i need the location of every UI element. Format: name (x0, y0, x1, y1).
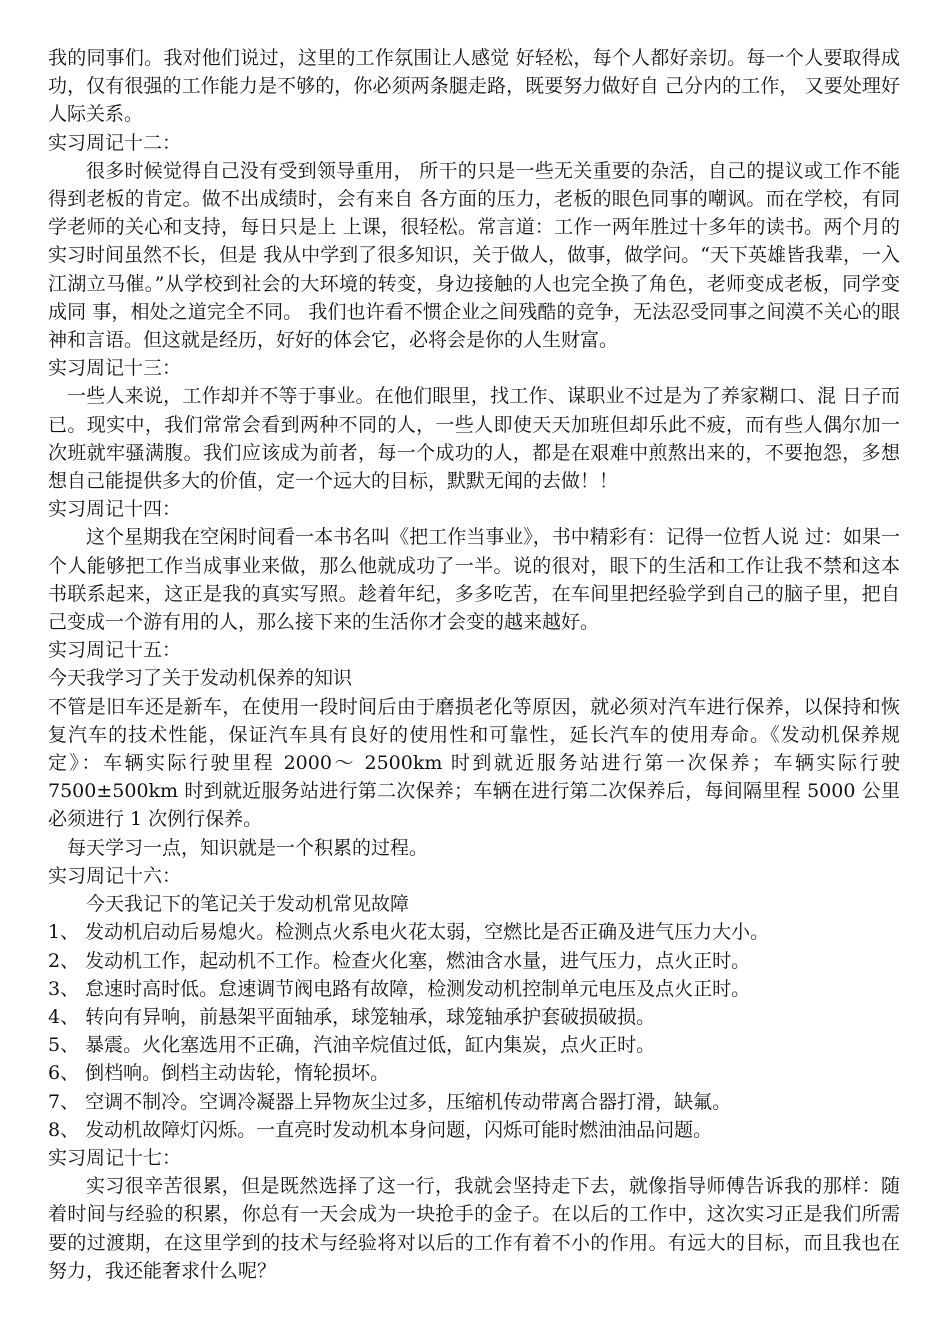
section-17-paragraph: 实习很辛苦很累，但是既然选择了这一行，我就会坚持走下去，就像指导师傅告诉我的那样：随着时间与经验的积累，你总有一天会成为一块抢手的金子。在以后的工作中，这次实习正是我们所需要的过渡期，在这里学到的技术与经验将对以后的工作有着不小的作用。有远大的目标，而且我也在努力，我还能奢求什么呢？ (48, 1175, 900, 1282)
fault-list-item: 3、 怠速时高时低。怠速调节阀电路有故障，检测发动机控制单元电压及点火正时。 (48, 977, 751, 1000)
fault-list-item: 6、 倒档响。倒档主动齿轮，惰轮损坏。 (48, 1062, 390, 1085)
fault-list-item: 8、 发动机故障灯闪烁。一直亮时发动机本身问题，闪烁可能时燃油油品问题。 (48, 1118, 713, 1141)
fault-list-item: 7、 空调不制冷。空调冷凝器上异物灰尘过多，压缩机传动带离合器打滑，缺氟。 (48, 1090, 732, 1113)
section-15-closing: 每天学习一点，知识就是一个积累的过程。 (67, 836, 429, 859)
fault-list-item: 1、 发动机启动后易熄火。检测点火系电火花太弱，空燃比是否正确及进气压力大小。 (48, 921, 770, 944)
section-14-paragraph: 这个星期我在空闲时间看一本书名叫《把工作当事业》，书中精彩有：记得一位哲人说 过：如果一个人能够把工作当成事业来做，那么他就成功了一半。说的很对，眼下的生活和工作让我不禁和这本书联系起来，这正是我的真实写照。趁着年纪，多多吃苦，在车间里把经验学到自己的脑子里，把自己变成一个游有用的人，那么接下来的生活你才会变的越来越好。 (48, 526, 900, 634)
intro-paragraph: 我的同事们。我对他们说过，这里的工作氛围让人感觉 好轻松，每个人都好亲切。每一个人要取得成功，仅有很强的工作能力是不够的，你必须两条腿走路，既要努力做好自 己分内的工作， 又要处理好人际关系。 (48, 47, 900, 126)
section-13-paragraph: 一些人来说，工作却并不等于事业。在他们眼里，找工作、谋职业不过是为了养家糊口、混 日子而已。现实中，我们常常会看到两种不同的人，一些人即使天天加班但却乐此不疲，而有些人偶尔加一次班就牢骚满腹。我们应该成为前者，每一个成功的人，都是在艰难中煎熬出来的，不要抱怨，多想想自己能提供多大的价值，定一个远大的目标，默默无闻的去做！！ (48, 385, 900, 493)
document-page (48, 44, 900, 1285)
section-15-topic: 今天我学习了关于发动机保养的知识 (48, 667, 353, 690)
section-heading-16: 实习周记十六： (48, 864, 182, 887)
section-16-intro: 今天我记下的笔记关于发动机常见故障 (86, 893, 410, 916)
section-heading-14: 实习周记十四： (48, 498, 182, 521)
section-heading-17: 实习周记十七： (48, 1146, 182, 1169)
fault-list-item: 5、 暴震。火化塞选用不正确，汽油辛烷值过低，缸内集炭，点火正时。 (48, 1034, 656, 1057)
section-heading-13: 实习周记十三： (48, 357, 182, 380)
section-12-paragraph: 很多时候觉得自己没有受到领导重用， 所干的只是一些无关重要的杂活，自己的提议或工作不能得到老板的肯定。做不出成绩时，会有来自 各方面的压力，老板的眼色同事的嘲讽。而在学校，有同学老师的关心和支持，每日只是上 上课，很轻松。常言道：工作一两年胜过十多年的读书。两个月的实习时间虽然不长，但是 我从中学到了很多知识，关于做人，做事，做学问。“天下英雄皆我辈，一入江湖立马催。”从学校到社会的大环境的转变，身边接触的人也完全换了角色，老师变成老板，同学变成同 事，相处之道完全不同。 我们也许看不惯企业之间残酷的竞争，无法忍受同事之间漠不关心的眼神和言语。但这就是经历，好好的体会它，必将会是你的人生财富。 (48, 159, 900, 352)
section-heading-12: 实习周记十二： (48, 131, 182, 154)
fault-list-item: 2、 发动机工作，起动机不工作。检查火化塞，燃油含水量，进气压力，点火正时。 (48, 949, 751, 972)
fault-list-item: 4、 转向有异响，前悬架平面轴承，球笼轴承，球笼轴承护套破损破损。 (48, 1005, 656, 1028)
section-15-paragraph: 不管是旧车还是新车，在使用一段时间后由于磨损老化等原因，就必须对汽车进行保养，以保持和恢复汽车的技术性能，保证汽车具有良好的使用性和可靠性，延长汽车的使用寿命。《发动机保养规定》：车辆实际行驶里程 2000～ 2500km 时到就近服务站进行第一次保养；车辆实际行驶 7500±500km 时到就近服务站进行第二次保养；车辆在进行第二次保养后，每间隔里程 5000 公里必须进行 1 次例行保养。 (48, 695, 900, 831)
section-heading-15: 实习周记十五： (48, 639, 182, 662)
